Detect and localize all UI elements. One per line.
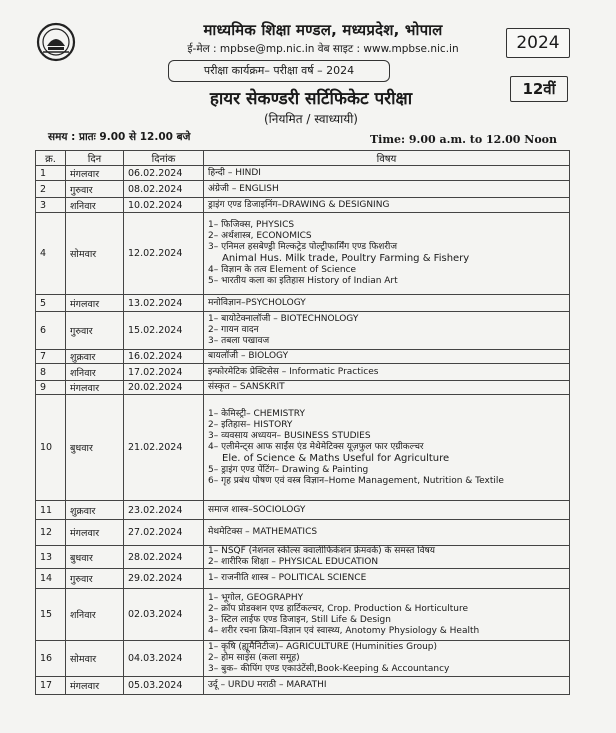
row-serial: 13 bbox=[36, 546, 66, 569]
schedule-body bbox=[36, 166, 570, 695]
row-subjects bbox=[204, 198, 570, 213]
row-serial: 9 bbox=[36, 381, 66, 395]
subject-line: 6– गृह प्रबंध पोषण एवं वस्त्र विज्ञान–Home Management, Nutrition & Textile bbox=[208, 475, 504, 486]
row-date: 21.02.2024 bbox=[124, 395, 204, 501]
row-date: 02.03.2024 bbox=[124, 589, 204, 641]
row-date: 23.02.2024 bbox=[124, 501, 204, 520]
board-contact: ई-मेल : mpbse@mp.nic.in वेब साइट : www.mpbse.nic.in bbox=[187, 43, 459, 55]
subject-line: 1– NSQF (नेशनल स्कील्स क्वालीफिकेशन फ्रेमवर्क) के समस्त विषय bbox=[208, 546, 436, 556]
time-hindi: समय : प्रातः 9.00 से 12.00 बजे bbox=[48, 131, 191, 143]
row-serial: 5 bbox=[36, 295, 66, 312]
subject-line: मेथमेटिक्स – MATHEMATICS bbox=[208, 527, 318, 537]
row-subjects bbox=[204, 181, 570, 198]
row-serial: 7 bbox=[36, 350, 66, 364]
row-day: गुरुवार bbox=[66, 569, 124, 589]
row-serial: 10 bbox=[36, 395, 66, 501]
header-date: दिनांक bbox=[124, 151, 204, 166]
table-row bbox=[36, 364, 570, 381]
row-serial: 3 bbox=[36, 198, 66, 213]
program-label: परीक्षा कार्यक्रम– परीक्षा वर्ष – 2024 bbox=[168, 60, 390, 82]
row-day: गुरुवार bbox=[66, 312, 124, 350]
row-date: 13.02.2024 bbox=[124, 295, 204, 312]
row-serial: 1 bbox=[36, 166, 66, 181]
subject-line: 1– कृषि (ह्यूमैनिटीज)– AGRICULTURE (Huminities Group) bbox=[208, 642, 438, 652]
subject-line: 1– केमिस्ट्री– CHEMISTRY bbox=[208, 408, 305, 419]
row-day: मंगलवार bbox=[66, 381, 124, 395]
row-date: 20.02.2024 bbox=[124, 381, 204, 395]
exam-title: हायर सेकण्डरी सर्टिफिकेट परीक्षा bbox=[209, 89, 413, 109]
table-row bbox=[36, 198, 570, 213]
table-row bbox=[36, 501, 570, 520]
subject-line: 2– इतिहास– HISTORY bbox=[208, 419, 293, 430]
subject-line: 2– क्रॉप प्रोडक्शन एण्ड हार्टिकल्चर, Crop. Production & Horticulture bbox=[208, 603, 469, 614]
subject-line: संस्कृत – SANSKRIT bbox=[208, 382, 285, 392]
table-row bbox=[36, 395, 570, 501]
row-subjects bbox=[204, 677, 570, 695]
row-date: 10.02.2024 bbox=[124, 198, 204, 213]
subject-line: 2– अर्थशास्त्र, ECONOMICS bbox=[208, 231, 312, 241]
row-day: शनिवार bbox=[66, 589, 124, 641]
subject-line: अंग्रेजी – ENGLISH bbox=[208, 183, 279, 194]
row-date: 06.02.2024 bbox=[124, 166, 204, 181]
subject-line: इन्फोरमेटिक प्रेक्टिसेस – Informatic Practices bbox=[208, 366, 379, 377]
subject-line: मनोविज्ञान–PSYCHOLOGY bbox=[208, 297, 306, 308]
subject-line: 5– ड्राइंग एण्ड पेंटिंग– Drawing & Painting bbox=[208, 464, 369, 475]
row-day: शुक्रवार bbox=[66, 501, 124, 520]
header-day: दिन bbox=[66, 151, 124, 166]
row-subjects bbox=[204, 312, 570, 350]
subject-line: 1– बायोटेक्नालॉजी – BIOTECHNOLOGY bbox=[208, 314, 359, 324]
row-serial: 8 bbox=[36, 364, 66, 381]
table-row bbox=[36, 213, 570, 295]
row-subjects bbox=[204, 295, 570, 312]
row-serial: 17 bbox=[36, 677, 66, 695]
board-name: माध्यमिक शिक्षा मण्डल, मध्यप्रदेश, भोपाल bbox=[203, 21, 443, 39]
row-subjects bbox=[204, 213, 570, 295]
year-badge: 2024 bbox=[506, 28, 570, 58]
row-date: 28.02.2024 bbox=[124, 546, 204, 569]
subject-line: 3– एनिमल हसबेण्ड्री मिल्कट्रेड पोल्ट्रीफार्मिंग एण्ड फिशरीज bbox=[208, 242, 398, 252]
header-subject: विषय bbox=[204, 151, 570, 166]
row-serial: 2 bbox=[36, 181, 66, 198]
row-serial: 4 bbox=[36, 213, 66, 295]
row-subjects bbox=[204, 569, 570, 589]
subject-line: 2– गायन वादन bbox=[208, 325, 259, 335]
table-row bbox=[36, 381, 570, 395]
row-serial: 11 bbox=[36, 501, 66, 520]
row-serial: 14 bbox=[36, 569, 66, 589]
row-date: 27.02.2024 bbox=[124, 520, 204, 546]
row-subjects bbox=[204, 501, 570, 520]
table-row bbox=[36, 312, 570, 350]
subject-line: ड्राइंग एण्ड डिजाइनिंग–DRAWING & DESIGNING bbox=[208, 199, 390, 210]
row-serial: 15 bbox=[36, 589, 66, 641]
row-subjects bbox=[204, 395, 570, 501]
subject-line: उर्दू – URDU मराठी – MARATHI bbox=[208, 680, 327, 690]
row-date: 08.02.2024 bbox=[124, 181, 204, 198]
subject-line: 1– फिजिक्स, PHYSICS bbox=[208, 220, 295, 230]
row-day: सोमवार bbox=[66, 641, 124, 677]
subject-line: 1– राजनीति शास्त्र – POLITICAL SCIENCE bbox=[208, 573, 367, 583]
table-row bbox=[36, 181, 570, 198]
subject-line: 2– होम साइंस (कला समूह) bbox=[208, 653, 300, 663]
subject-line: 3– तबला पखावज bbox=[208, 336, 270, 346]
subject-line: 3– व्यवसाय अध्ययन– BUSINESS STUDIES bbox=[208, 430, 371, 441]
row-serial: 16 bbox=[36, 641, 66, 677]
table-row bbox=[36, 641, 570, 677]
table-row bbox=[36, 520, 570, 546]
subject-line: 3– बुक– कीपिंग एण्ड एकाउंटेंसी,Book-Keeping & Accountancy bbox=[208, 664, 450, 674]
row-date: 12.02.2024 bbox=[124, 213, 204, 295]
table-row bbox=[36, 677, 570, 695]
row-subjects bbox=[204, 641, 570, 677]
row-serial: 12 bbox=[36, 520, 66, 546]
subject-line: हिन्दी – HINDI bbox=[208, 167, 261, 178]
subject-line: 5– भारतीय कला का इतिहास History of Indian Art bbox=[208, 276, 398, 286]
row-date: 15.02.2024 bbox=[124, 312, 204, 350]
row-day: बुधवार bbox=[66, 546, 124, 569]
subject-line: 3– स्टिल लाईफ एण्ड डिजाइन, Still Life & Design bbox=[208, 614, 391, 625]
row-day: मंगलवार bbox=[66, 520, 124, 546]
row-date: 04.03.2024 bbox=[124, 641, 204, 677]
row-subjects bbox=[204, 364, 570, 381]
row-date: 16.02.2024 bbox=[124, 350, 204, 364]
row-subjects bbox=[204, 589, 570, 641]
row-serial: 6 bbox=[36, 312, 66, 350]
row-day: शनिवार bbox=[66, 364, 124, 381]
exam-mode: (नियमित / स्वाध्यायी) bbox=[264, 112, 358, 126]
table-row bbox=[36, 569, 570, 589]
subject-line: 4– विज्ञान के तत्व Element of Science bbox=[208, 265, 357, 275]
row-subjects bbox=[204, 520, 570, 546]
subject-line: बायलॉजी – BIOLOGY bbox=[208, 351, 289, 361]
header-serial: क्र. bbox=[36, 151, 66, 166]
row-date: 29.02.2024 bbox=[124, 569, 204, 589]
row-date: 17.02.2024 bbox=[124, 364, 204, 381]
row-day: मंगलवार bbox=[66, 166, 124, 181]
row-day: शुक्रवार bbox=[66, 350, 124, 364]
schedule-table bbox=[35, 150, 570, 695]
table-row bbox=[36, 589, 570, 641]
table-row bbox=[36, 166, 570, 181]
subject-line: 4– एलीमेन्ट्स आफ साईंस एंड मेथेमेटिक्स यूज़फुल फार एग्रीकल्चर bbox=[208, 441, 424, 452]
row-date: 05.03.2024 bbox=[124, 677, 204, 695]
row-subjects bbox=[204, 350, 570, 364]
row-day: मंगलवार bbox=[66, 677, 124, 695]
subject-line: समाज शास्त्र–SOCIOLOGY bbox=[208, 504, 306, 515]
row-day: शनिवार bbox=[66, 198, 124, 213]
row-day: सोमवार bbox=[66, 213, 124, 295]
row-day: गुरुवार bbox=[66, 181, 124, 198]
subject-line: 4– शरीर रचना क्रिया–विज्ञान एवं स्वास्थ्य, Anotomy Physiology & Health bbox=[208, 625, 480, 636]
row-subjects bbox=[204, 381, 570, 395]
row-subjects bbox=[204, 546, 570, 569]
time-english: Time: 9.00 a.m. to 12.00 Noon bbox=[370, 133, 558, 146]
subject-line: 2– शारीरिक शिक्षा – PHYSICAL EDUCATION bbox=[208, 557, 379, 567]
schedule-header bbox=[36, 151, 570, 166]
class-badge: 12वीं bbox=[510, 76, 568, 102]
table-row bbox=[36, 295, 570, 312]
row-day: बुधवार bbox=[66, 395, 124, 501]
subject-line: Animal Hus. Milk trade, Poultry Farming & Fishery bbox=[222, 253, 470, 264]
row-day: मंगलवार bbox=[66, 295, 124, 312]
table-row bbox=[36, 546, 570, 569]
subject-line: 1– भूगोल, GEOGRAPHY bbox=[208, 592, 304, 603]
subject-line: Ele. of Science & Maths Useful for Agriculture bbox=[222, 452, 450, 464]
row-subjects bbox=[204, 166, 570, 181]
table-row bbox=[36, 350, 570, 364]
